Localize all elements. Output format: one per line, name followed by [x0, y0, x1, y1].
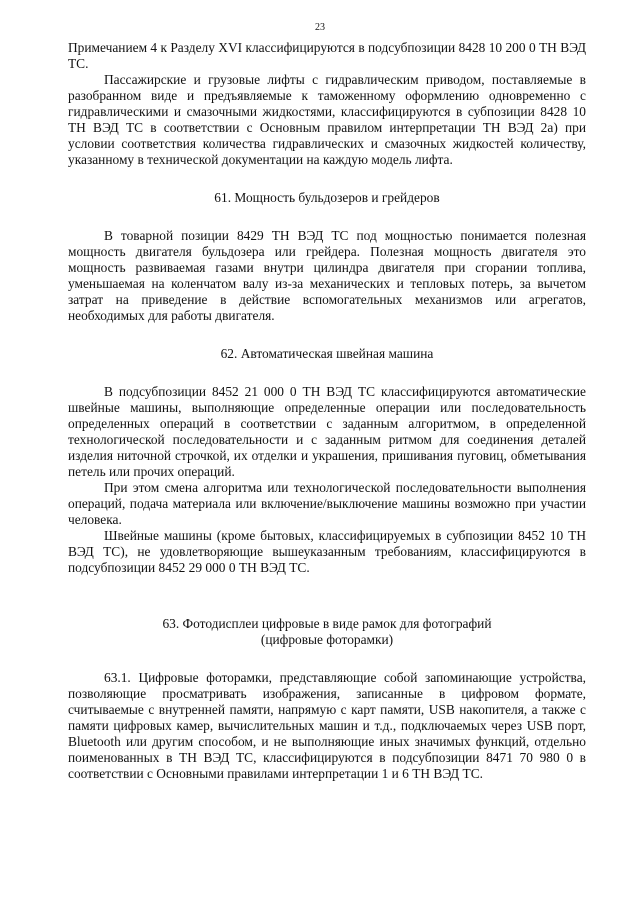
- paragraph-62a: В подсубпозиции 8452 21 000 0 ТН ВЭД ТС классифицируются автоматические швейные машины, выполняющие определенные операции или последовательность определенных операций в соответствии с заданным алгоритмом, в определенной технологической последовательности и с заданным ритмом для соединения деталей изделия ниточной строчкой, их отделки и украшения, пришивания пуговиц, обметывания петель или прочих операций.: [68, 384, 586, 479]
- page-number: 23: [315, 22, 325, 33]
- paragraph-62b: При этом смена алгоритма или технологической последовательности выполнения операций, подача материала или включение/выключение машины возможно при участии человека.: [68, 480, 586, 527]
- section-heading-62: 62. Автоматическая швейная машина: [220, 346, 434, 361]
- document-body: [68, 40, 586, 782]
- paragraph-hydraulic-lifts: Пассажирские и грузовые лифты с гидравлическим приводом, поставляемые в разобранном виде и предъявляемые к таможенному оформлению одновременно с гидравлическими и смазочными жидкостями, классифицируются в субпозиции 8428 10 ТН ВЭД ТС в соответствии с Основным правилом интерпретации ТН ВЭД 2а) при условии соответствия количества гидравлических и смазочных жидкостей количеству, указанному в технической документации на каждую модель лифта.: [68, 72, 586, 167]
- section-heading-61: 61. Мощность бульдозеров и грейдеров: [214, 190, 440, 205]
- paragraph-61: В товарной позиции 8429 ТН ВЭД ТС под мощностью понимается полезная мощность двигателя бульдозера или грейдера. Полезная мощность двигателя это мощность развиваемая газами внутри цилиндра двигателя при сгорании топлива, уменьшаемая на коленчатом валу из-за механических и тепловых потерь, за вычетом затрат на приведение в действие вспомогательных механизмов или агрегатов, необходимых для работы двигателя.: [68, 228, 586, 323]
- paragraph-62c: Швейные машины (кроме бытовых, классифицируемых в субпозиции 8452 10 ТН ВЭД ТС), не удовлетворяющие вышеуказанным требованиям, классифицируются в подсубпозиции 8452 29 000 0 ТН ВЭД ТС.: [68, 528, 586, 575]
- paragraph-note-4: Примечанием 4 к Разделу XVI классифицируются в подсубпозиции 8428 10 200 0 ТН ВЭД ТС.: [68, 40, 586, 71]
- section-heading-63-line2: (цифровые фоторамки): [260, 632, 394, 647]
- section-heading-63-line1: 63. Фотодисплеи цифровые в виде рамок для фотографий: [162, 616, 492, 631]
- paragraph-63-1: 63.1. Цифровые фоторамки, представляющие собой запоминающие устройства, позволяющие просматривать изображения, записанные в цифровом формате, считываемые с внутренней памяти, напрямую с карт памяти, USB накопителя, а также с памяти цифровых камер, вычислительных машин и т.д., подключаемых через USB порт, Bluetooth или другим способом, и не выполняющие иных значимых функций, отдельно поименованных в ТН ВЭД ТС, классифицируются в подсубпозиции 8471 70 980 0 в соответствии с Основными правилами интерпретации 1 и 6 ТН ВЭД ТС.: [68, 670, 586, 781]
